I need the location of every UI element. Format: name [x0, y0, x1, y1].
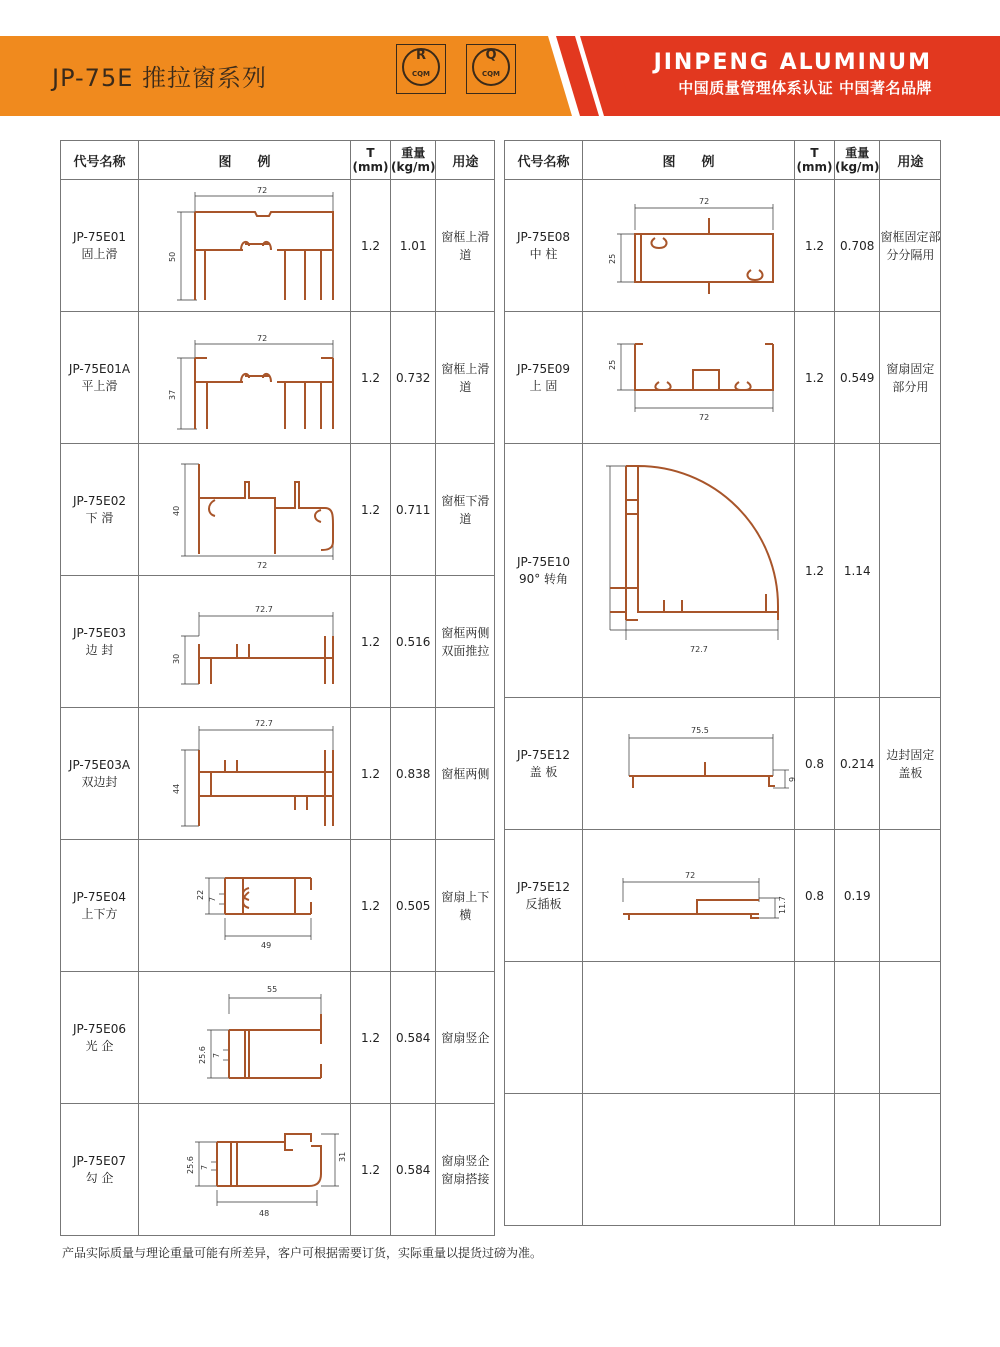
thickness-value: 0.8: [795, 830, 835, 962]
thickness-value: 1.2: [351, 708, 391, 840]
product-code: JP-75E08 中 柱: [505, 180, 583, 312]
svg-text:7: 7: [199, 1164, 209, 1170]
footnote: 产品实际质量与理论重量可能有所差异，客户可根据需要订货，实际重量以提货过磅为准。: [62, 1246, 543, 1260]
product-code: JP-75E01 固上滑: [61, 180, 139, 312]
profile-drawing-e02: [145, 446, 345, 571]
profile-figure: [583, 698, 795, 830]
profile-drawing-e08: [589, 182, 789, 307]
weight-value: 0.584: [391, 1104, 436, 1236]
svg-text:22: 22: [195, 889, 205, 900]
table-row-empty: [505, 962, 941, 1094]
profile-figure: [583, 180, 795, 312]
weight-value: 0.19: [835, 830, 880, 962]
thickness-value: 1.2: [795, 312, 835, 444]
brand-name: JINPENG ALUMINUM: [653, 50, 932, 75]
cqm-q-logo: Q CQM: [466, 44, 518, 96]
thickness-value: 1.2: [351, 840, 391, 972]
svg-text:72: 72: [684, 870, 695, 880]
profile-figure: [139, 972, 351, 1104]
table-row: [61, 180, 495, 312]
svg-text:72.7: 72.7: [254, 604, 273, 614]
profile-figure: [583, 444, 795, 698]
profile-figure: [139, 708, 351, 840]
profile-figure: [139, 444, 351, 576]
use-text: 窗框上滑道: [436, 312, 495, 444]
table-row: [61, 708, 495, 840]
table-row: [61, 312, 495, 444]
use-text: 窗扇竖企 窗扇搭接: [436, 1104, 495, 1236]
thickness-value: 1.2: [351, 972, 391, 1104]
brand-subtitle: 中国质量管理体系认证 中国著名品牌: [678, 79, 932, 97]
left-spec-table: [60, 140, 495, 1236]
table-row: [505, 312, 941, 444]
svg-text:72: 72: [256, 333, 267, 343]
col-figure: 图 例: [583, 141, 795, 180]
product-code: JP-75E12 盖 板: [505, 698, 583, 830]
svg-text:7: 7: [211, 1052, 221, 1058]
profile-drawing-e03: [145, 578, 345, 703]
use-text: 窗扇上下横: [436, 840, 495, 972]
product-code: JP-75E01A 平上滑: [61, 312, 139, 444]
profile-figure: [139, 576, 351, 708]
svg-text:25: 25: [607, 359, 617, 370]
use-text: [880, 444, 941, 698]
product-code: JP-75E07 勾 企: [61, 1104, 139, 1236]
weight-value: 0.505: [391, 840, 436, 972]
svg-text:50: 50: [167, 251, 177, 262]
profile-figure: [139, 840, 351, 972]
profile-drawing-e12-insert: [589, 832, 789, 957]
svg-text:25: 25: [607, 253, 617, 264]
profile-drawing-e04: [145, 842, 345, 967]
svg-text:44: 44: [171, 783, 181, 794]
thickness-value: 1.2: [351, 444, 391, 576]
col-thickness: T (mm): [795, 141, 835, 180]
product-code: JP-75E04 上下方: [61, 840, 139, 972]
profile-drawing-e07: [145, 1106, 345, 1231]
thickness-value: 1.2: [351, 576, 391, 708]
table-row-empty: [505, 1094, 941, 1226]
profile-figure: [139, 180, 351, 312]
table-row: [505, 180, 941, 312]
svg-text:25.6: 25.6: [197, 1045, 207, 1064]
svg-text:7: 7: [207, 896, 217, 902]
svg-text:48: 48: [258, 1208, 269, 1218]
weight-value: 0.708: [835, 180, 880, 312]
thickness-value: 1.2: [795, 444, 835, 698]
col-use: 用途: [880, 141, 941, 180]
use-text: 窗框两侧: [436, 708, 495, 840]
table-header-row: [61, 141, 495, 180]
use-text: 窗扇固定 部分用: [880, 312, 941, 444]
product-code: JP-75E06 光 企: [61, 972, 139, 1104]
svg-text:9: 9: [787, 776, 797, 782]
table-header-row: [505, 141, 941, 180]
weight-value: 0.732: [391, 312, 436, 444]
profile-figure: [583, 830, 795, 962]
weight-value: 0.214: [835, 698, 880, 830]
thickness-value: 0.8: [795, 698, 835, 830]
weight-value: 0.838: [391, 708, 436, 840]
col-weight: 重量 (kg/m): [391, 141, 436, 180]
svg-text:37: 37: [167, 389, 177, 400]
svg-text:72.7: 72.7: [254, 718, 273, 728]
table-row: [61, 444, 495, 576]
use-text: 窗扇竖企: [436, 972, 495, 1104]
svg-text:25.6: 25.6: [185, 1155, 195, 1174]
use-text: 窗框两侧 双面推拉: [436, 576, 495, 708]
thickness-value: 1.2: [351, 312, 391, 444]
weight-value: 0.549: [835, 312, 880, 444]
product-code: JP-75E03 边 封: [61, 576, 139, 708]
use-text: 窗框固定部 分分隔用: [880, 180, 941, 312]
table-row: [61, 1104, 495, 1236]
col-code: 代号名称: [505, 141, 583, 180]
thickness-value: 1.2: [351, 1104, 391, 1236]
svg-text:72: 72: [698, 412, 709, 422]
svg-text:72: 72: [256, 185, 267, 195]
use-text: 窗框上滑道: [436, 180, 495, 312]
profile-drawing-e10: [586, 444, 791, 694]
svg-text:55: 55: [266, 984, 277, 994]
thickness-value: 1.2: [795, 180, 835, 312]
weight-value: 1.14: [835, 444, 880, 698]
svg-text:11.7: 11.7: [777, 895, 787, 914]
col-weight: 重量 (kg/m): [835, 141, 880, 180]
col-code: 代号名称: [61, 141, 139, 180]
svg-text:40: 40: [171, 505, 181, 516]
weight-value: 1.01: [391, 180, 436, 312]
col-use: 用途: [436, 141, 495, 180]
svg-text:31: 31: [337, 1151, 347, 1162]
profile-figure: [139, 1104, 351, 1236]
svg-text:49: 49: [260, 940, 271, 950]
right-spec-table: [504, 140, 941, 1226]
profile-figure: [139, 312, 351, 444]
product-code: JP-75E12 反插板: [505, 830, 583, 962]
profile-drawing-e06: [145, 974, 345, 1099]
profile-drawing-e01: [145, 182, 345, 307]
svg-text:72: 72: [698, 196, 709, 206]
page-header: [0, 36, 1000, 116]
table-row: [61, 840, 495, 972]
table-row: [61, 576, 495, 708]
table-row: [505, 698, 941, 830]
profile-drawing-e01a: [145, 314, 345, 439]
thickness-value: 1.2: [351, 180, 391, 312]
svg-text:75.5: 75.5: [690, 725, 709, 735]
use-text: 边封固定 盖板: [880, 698, 941, 830]
brand-block: [654, 50, 932, 98]
product-code: JP-75E03A 双边封: [61, 708, 139, 840]
use-text: 窗框下滑道: [436, 444, 495, 576]
col-figure: 图 例: [139, 141, 351, 180]
table-row: [61, 972, 495, 1104]
profile-drawing-e09: [589, 314, 789, 439]
use-text: [880, 830, 941, 962]
profile-figure: [583, 312, 795, 444]
page-title: JP-75E 推拉窗系列: [52, 64, 268, 92]
product-code: JP-75E09 上 固: [505, 312, 583, 444]
profile-drawing-e12-cover: [589, 700, 797, 825]
svg-text:72.7: 72.7: [690, 645, 708, 654]
weight-value: 0.516: [391, 576, 436, 708]
table-row: [505, 830, 941, 962]
profile-drawing-e03a: [145, 710, 345, 835]
cqm-r-logo: R CQM: [396, 44, 448, 96]
product-code: JP-75E02 下 滑: [61, 444, 139, 576]
col-thickness: T (mm): [351, 141, 391, 180]
weight-value: 0.711: [391, 444, 436, 576]
product-code: JP-75E10 90° 转角: [505, 444, 583, 698]
svg-text:30: 30: [171, 653, 181, 664]
weight-value: 0.584: [391, 972, 436, 1104]
svg-text:72: 72: [256, 560, 267, 570]
